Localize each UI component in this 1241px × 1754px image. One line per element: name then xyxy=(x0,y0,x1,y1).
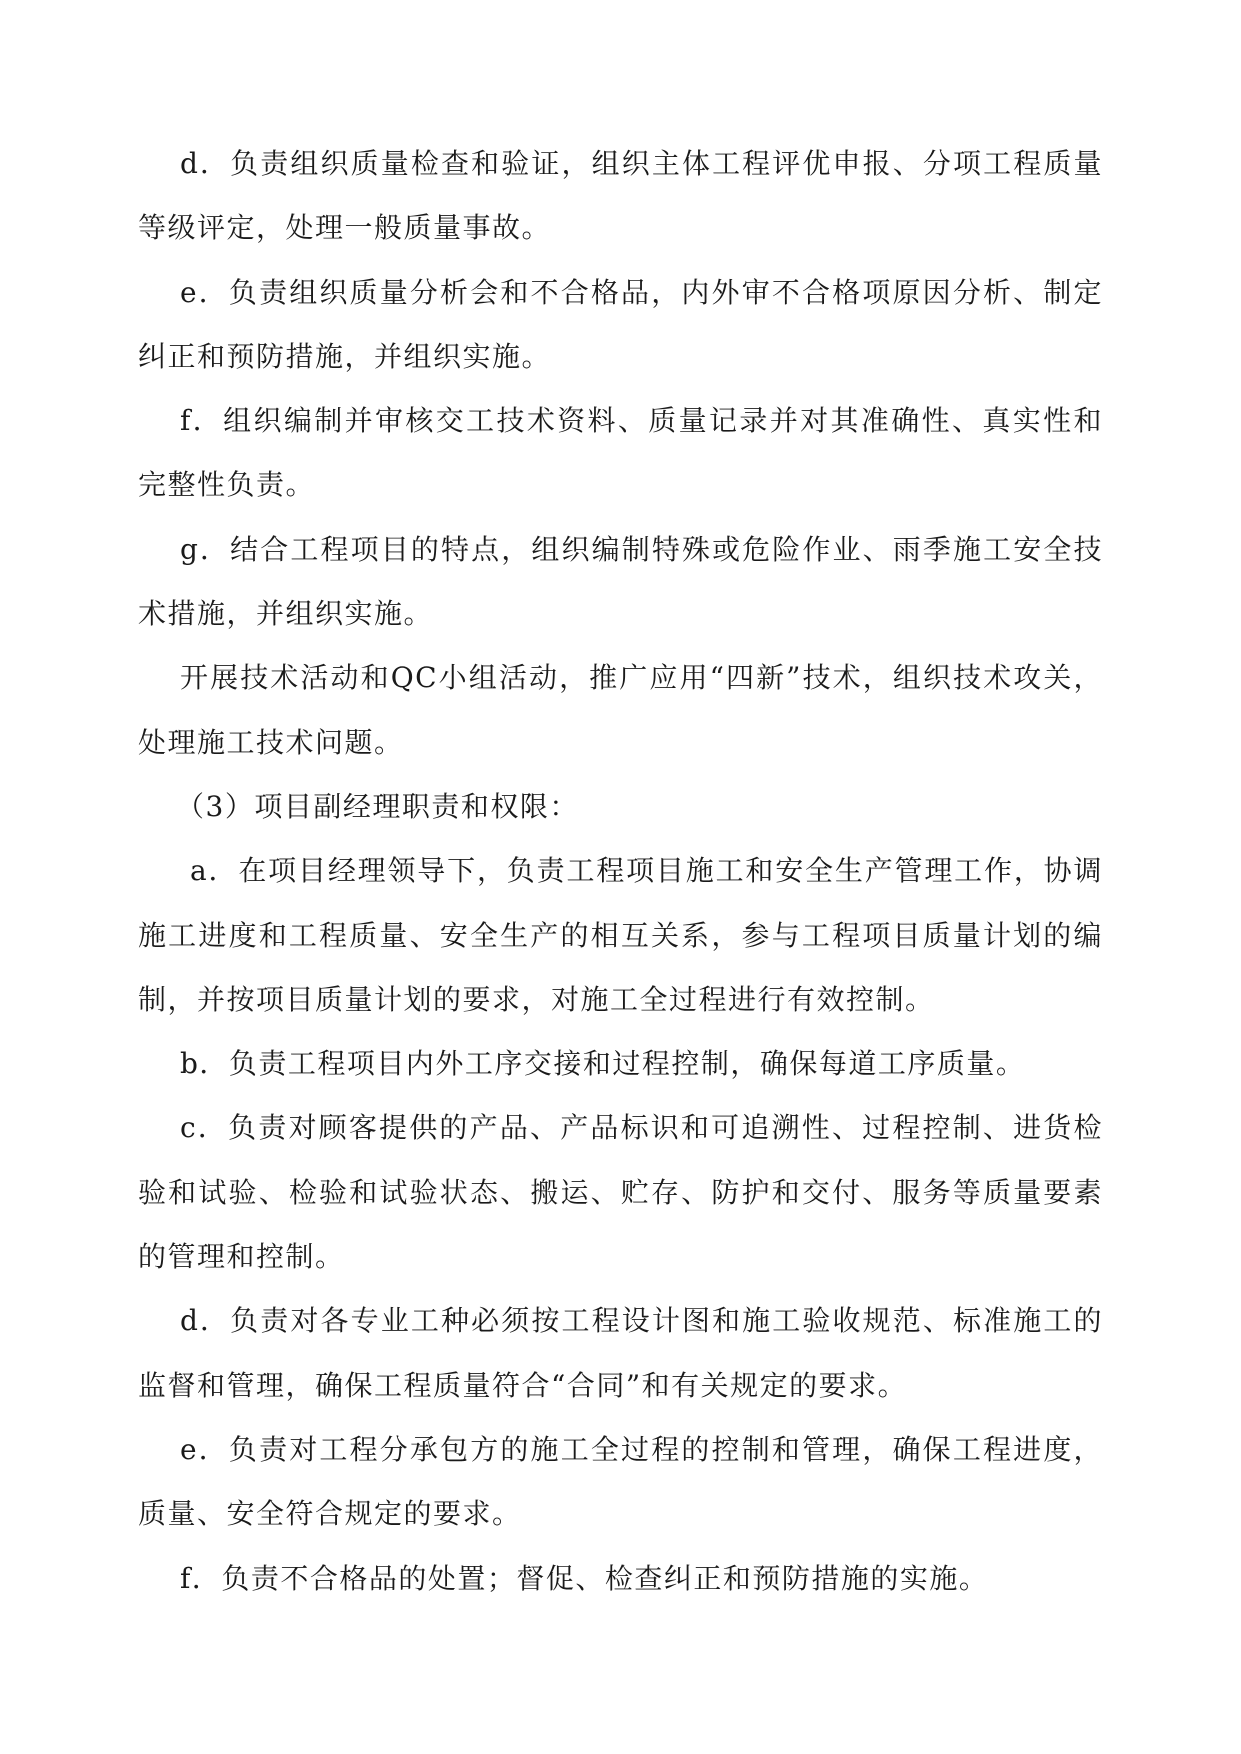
paragraph-d-quality-inspection: d．负责组织质量检查和验证，组织主体工程评优申报、分项工程质量等级评定，处理一般质量事故。 xyxy=(138,147,1103,245)
paragraph-b-process-control: b．负责工程项目内外工序交接和过程控制，确保每道工序质量。 xyxy=(180,1047,1026,1081)
paragraph-a-construction-management: a．在项目经理领导下，负责工程项目施工和安全生产管理工作，协调施工进度和工程质量、安全生产的相互关系，参与工程项目质量计划的编制，并按项目质量计划的要求，对施工全过程进行有效控制。 xyxy=(138,854,1103,1016)
paragraph-e-quality-analysis: e．负责组织质量分析会和不合格品，内外审不合格项原因分析、制定纠正和预防措施，并组织实施。 xyxy=(138,275,1103,373)
paragraph-d-supervision: d．负责对各专业工种必须按工程设计图和施工验收规范、标准施工的监督和管理，确保工程质量符合“合同”和有关规定的要求。 xyxy=(138,1304,1103,1402)
paragraph-f-nonconforming-products: f．负责不合格品的处置；督促、检查纠正和预防措施的实施。 xyxy=(180,1561,989,1595)
paragraph-f-technical-documents: f．组织编制并审核交工技术资料、质量记录并对其准确性、真实性和完整性负责。 xyxy=(138,404,1103,502)
document-body xyxy=(138,132,1103,1611)
paragraph-technical-activities: 开展技术活动和QC小组活动，推广应用“四新”技术，组织技术攻关，处理施工技术问题。 xyxy=(138,661,1103,759)
paragraph-c-customer-products: c．负责对顾客提供的产品、产品标识和可追溯性、过程控制、进货检验和试验、检验和试验状态、搬运、贮存、防护和交付、服务等质量要素的管理和控制。 xyxy=(138,1111,1103,1274)
section-heading-deputy-manager: （3）项目副经理职责和权限： xyxy=(176,789,579,823)
paragraph-g-safety-measures: g．结合工程项目的特点，组织编制特殊或危险作业、雨季施工安全技术措施，并组织实施。 xyxy=(138,532,1103,631)
paragraph-e-subcontractor-control: e．负责对工程分承包方的施工全过程的控制和管理，确保工程进度，质量、安全符合规定的要求。 xyxy=(138,1432,1103,1531)
